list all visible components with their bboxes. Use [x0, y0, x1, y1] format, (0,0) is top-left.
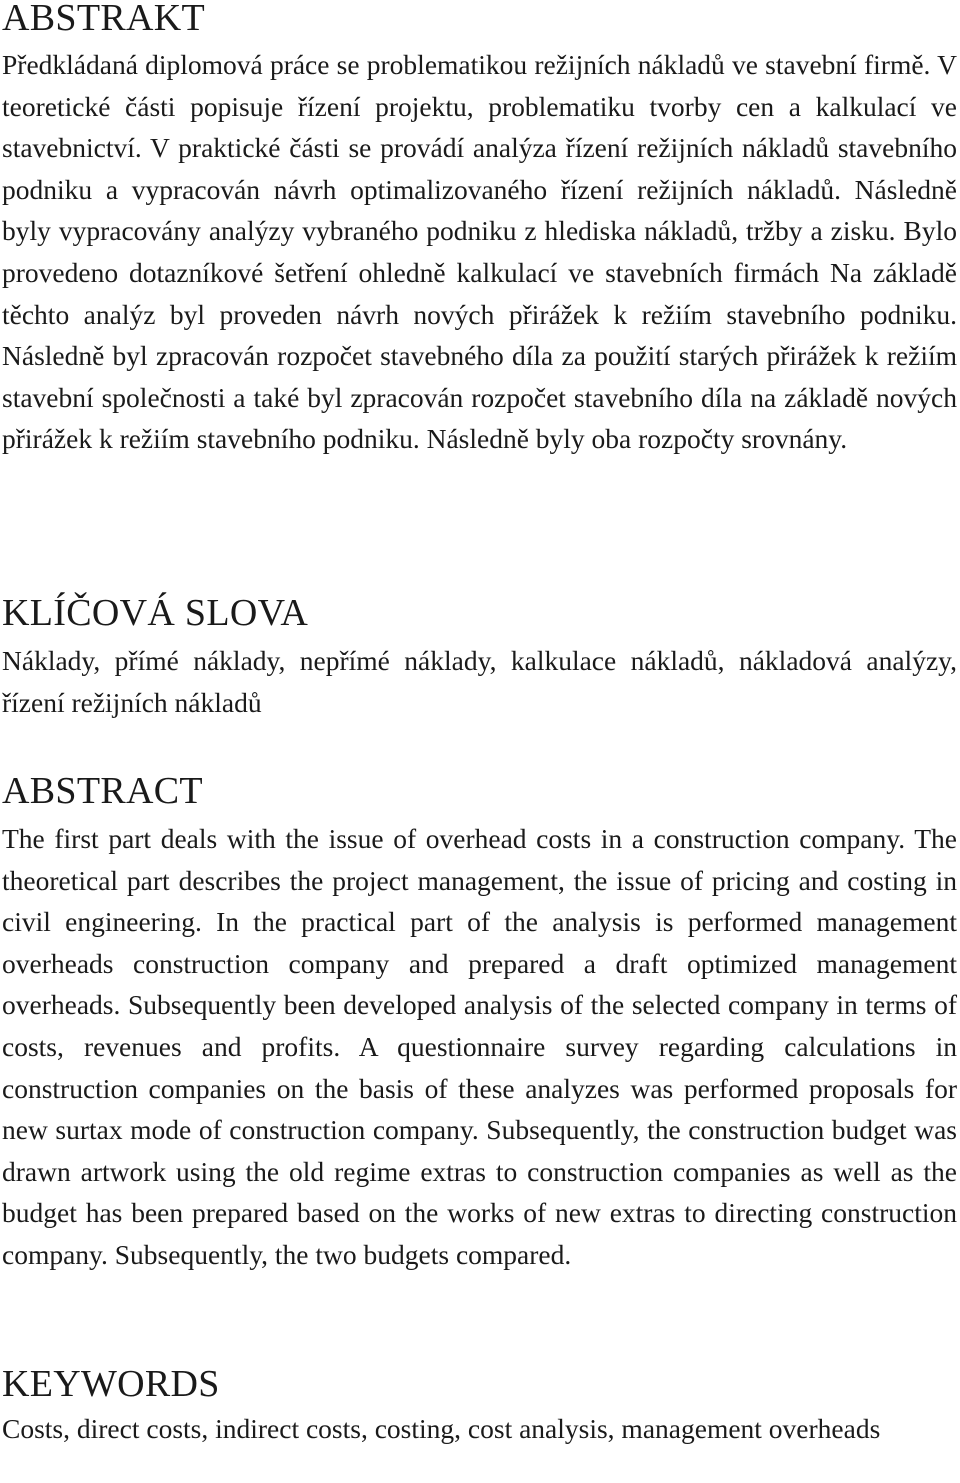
abstract-heading: ABSTRACT [2, 770, 203, 812]
keywords-paragraph: Costs, direct costs, indirect costs, costing, cost analysis, management overheads [2, 1413, 881, 1444]
keywords-heading: KEYWORDS [2, 1363, 220, 1405]
klicova-slova-heading: KLÍČOVÁ SLOVA [2, 592, 309, 634]
abstract-paragraph: The first part deals with the issue of overhead costs in a construction company. The theoretical part describes the project management, the issue of pricing and costing in civil engineering. In the practical part of the analysis is performed management overheads construction company and prepared a draft optimized management overheads. Subsequently been developed analysis of the selected company in terms of costs, revenues and profits. A questionnaire survey regarding calculations in construction companies on the basis of these analyzes was performed proposals for new surtax mode of construction company. Subsequently, the construction budget was drawn artwork using the old regime extras to construction companies as well as the budget has been prepared based on the works of new extras to directing construction company. Subsequently, the two budgets compared. [2, 823, 957, 1270]
klicova-slova-paragraph: Náklady, přímé náklady, nepřímé náklady, kalkulace nákladů, nákladová analýzy, řízení režijních nákladů [2, 645, 957, 718]
abstrakt-paragraph: Předkládaná diplomová práce se problematikou režijních nákladů ve stavební firmě. V teoretické části popisuje řízení projektu, problematiku tvorby cen a kalkulací ve stavebnictví. V praktické části se provádí analýza řízení režijních nákladů stavebního podniku a vypracován návrh optimalizovaného řízení režijních nákladů. Následně byly vypracovány analýzy vybraného podniku z hlediska nákladů, tržby a zisku. Bylo provedeno dotazníkové šetření ohledně kalkulací ve stavebních firmách Na základě těchto analýz byl proveden návrh nových přirážek k režiím stavebního podniku. Následně byl zpracován rozpočet stavebného díla za použití starých přirážek k režiím stavební společnosti a také byl zpracován rozpočet stavebního díla na základě nových přirážek k režiím stavebního podniku. Následně byly oba rozpočty srovnány. [2, 49, 957, 455]
abstrakt-heading: ABSTRAKT [2, 0, 205, 39]
